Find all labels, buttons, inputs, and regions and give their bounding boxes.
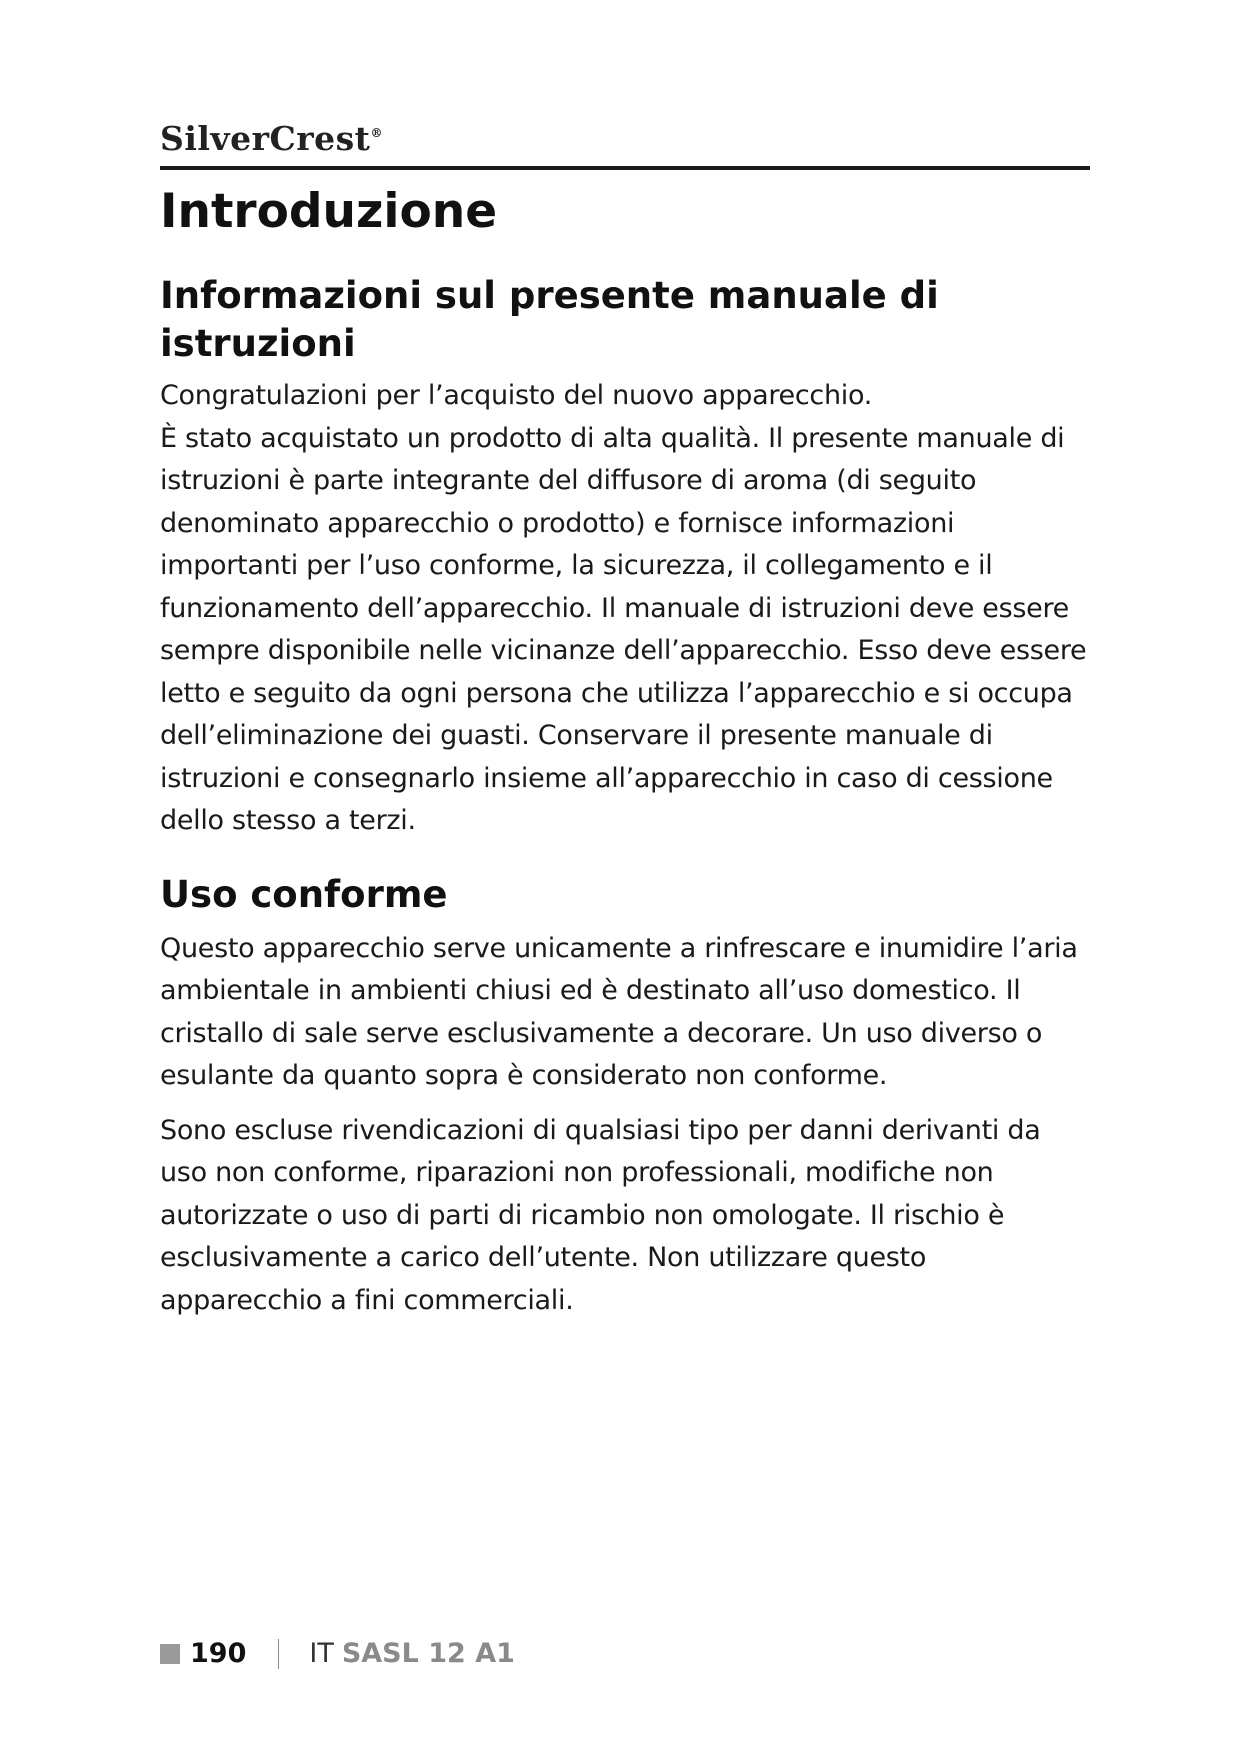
model-number: SASL 12 A1 — [341, 1638, 515, 1669]
paragraph-liability: Sono escluse rivendicazioni di qualsiasi tipo per danni derivanti da uso non conforme, riparazioni non professionali, modifiche non autorizzate o uso di parti di ricambio non omologate. Il rischio è esclusivamente a carico dell’utente. Non utilizzare questo apparecchio a fini commerciali. — [160, 1114, 1041, 1316]
square-marker-icon — [160, 1644, 180, 1664]
header-rule — [160, 166, 1090, 170]
paragraph-manual-info: È stato acquistato un prodotto di alta qualità. Il presente manuale di istruzioni è parte integrante del diffusore di aroma (di seguito denominato apparecchio o prodotto) e fornisce informazioni importanti per l’uso conforme, la sicurezza, il collegamento e il funzionamento dell’apparecchio. Il manuale di istruzioni deve essere sempre disponibile nelle vicinanze dell’apparecchio. Esso deve essere letto e seguito da ogni persona che utilizza l’apparecchio e si occupa dell’eliminazione dei guasti. Conservare il presente manuale di istruzioni e consegnarlo insieme all’apparecchio in caso di cessione dello stesso a terzi. — [160, 422, 1087, 836]
paragraph-intended-use: Questo apparecchio serve unicamente a rinfrescare e inumidire l’aria ambientale in ambienti chiusi ed è destinato all’uso domestico. Il cristallo di sale serve esclusivamente a decorare. Un uso diverso o esulante da quanto sopra è considerato non conforme. — [160, 932, 1078, 1091]
page-number: 190 — [190, 1638, 247, 1669]
section-heading-intended-use: Uso conforme — [160, 872, 448, 916]
footer-divider — [278, 1639, 279, 1669]
brand-name: SilverCrest — [160, 119, 371, 158]
section-heading-manual-info: Informazioni sul presente manuale di istruzioni — [160, 274, 939, 365]
page-footer — [160, 1634, 515, 1674]
registered-mark: ® — [370, 126, 383, 140]
brand-logo — [160, 118, 1090, 160]
page-title: Introduzione — [160, 184, 498, 239]
language-code: IT — [309, 1638, 334, 1669]
paragraph-congratulations: Congratulazioni per l’acquisto del nuovo apparecchio. — [160, 380, 872, 411]
manual-page — [160, 118, 1090, 1322]
